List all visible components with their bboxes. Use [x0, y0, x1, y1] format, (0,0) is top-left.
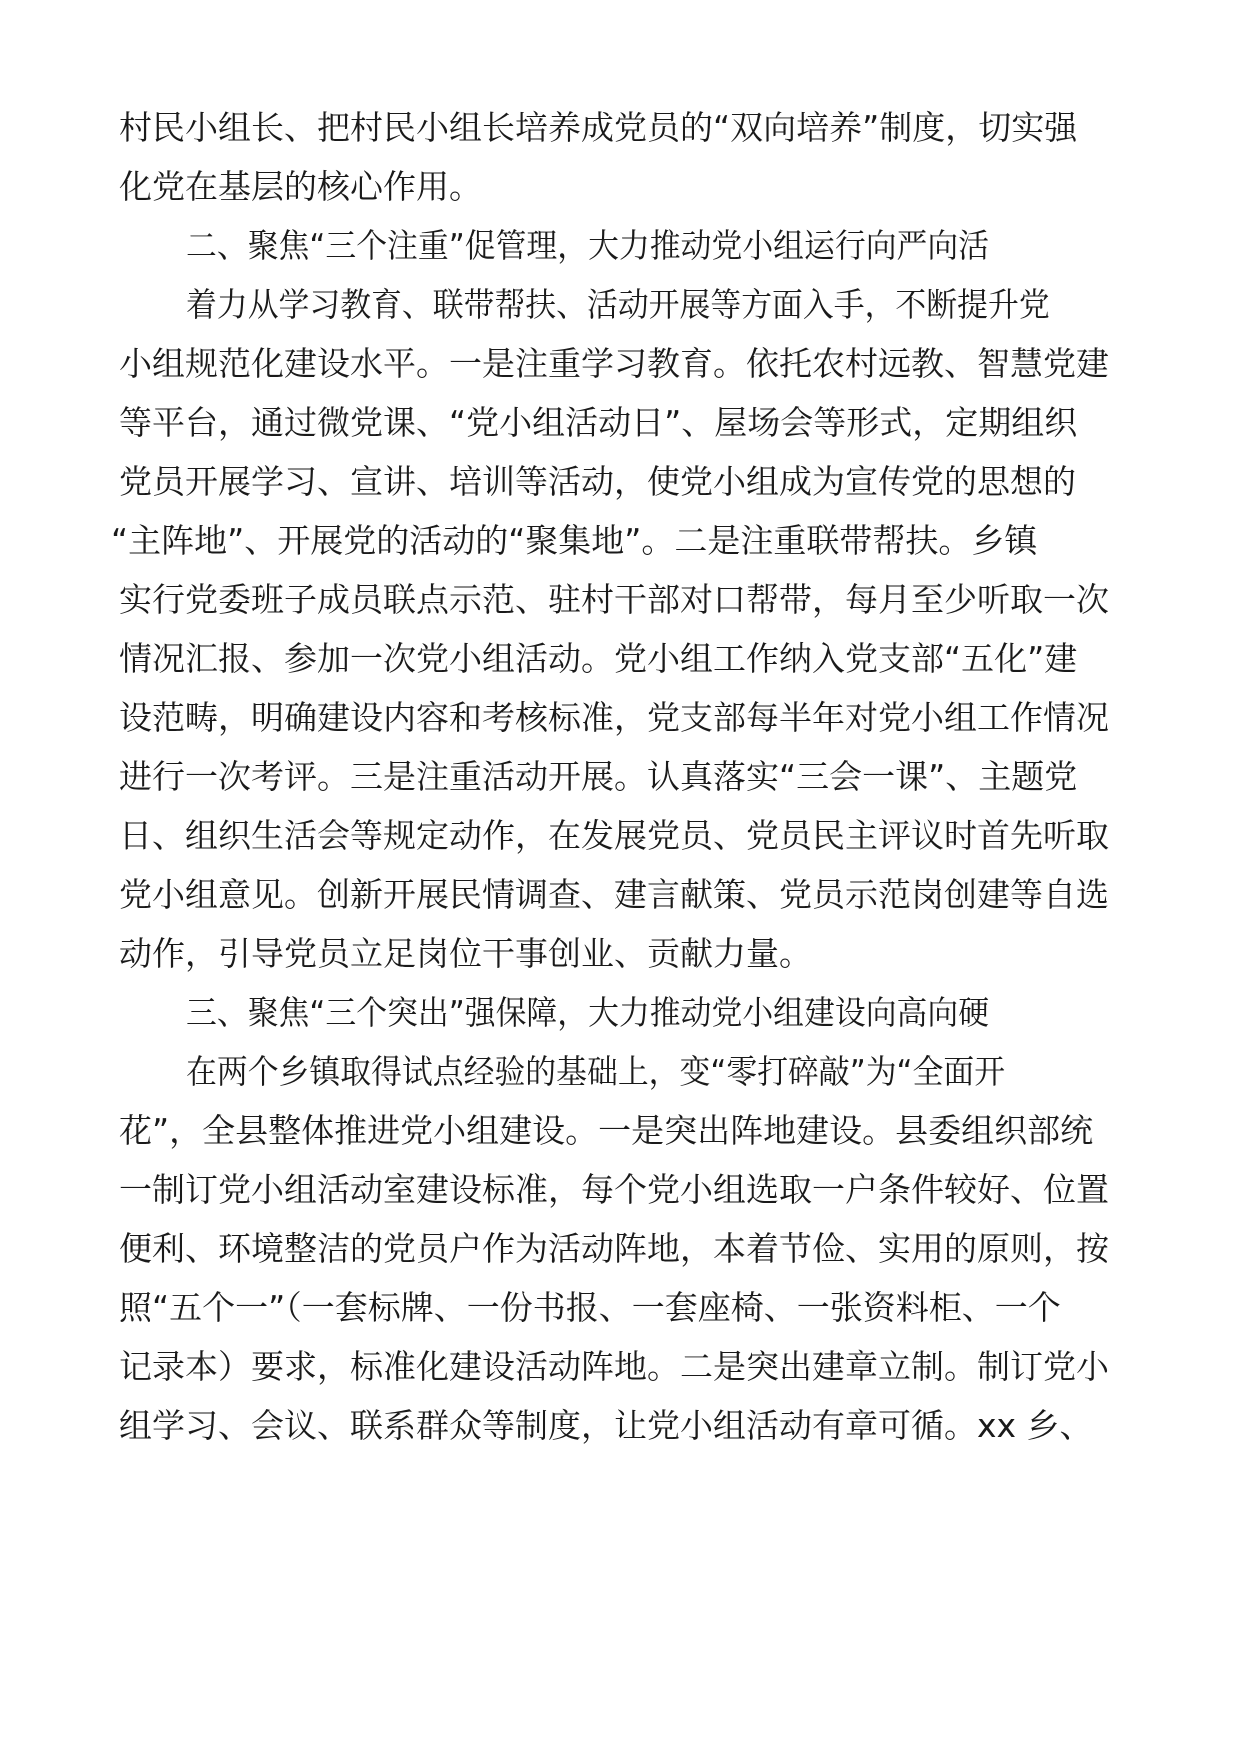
text-line: 组学习、会议、联系群众等制度，让党小组活动有章可循。xx 乡、	[119, 1406, 1093, 1445]
text-line: 村民小组长、把村民小组长培养成党员的“双向培养”制度，切实强	[119, 108, 1078, 147]
text-line: “主阵地”、开展党的活动的“聚集地”。二是注重联带帮扶。乡镇	[111, 521, 1038, 560]
text-line: 化党在基层的核心作用。	[119, 167, 482, 206]
text-line: 便利、环境整洁的党员户作为活动阵地，本着节俭、实用的原则，按	[119, 1229, 1109, 1268]
text-line: 实行党委班子成员联点示范、驻村干部对口帮带，每月至少听取一次	[119, 580, 1109, 619]
text-line: 花”，全县整体推进党小组建设。一是突出阵地建设。县委组织部统	[119, 1111, 1094, 1150]
text-line: 一制订党小组活动室建设标准，每个党小组选取一户条件较好、位置	[119, 1170, 1109, 1209]
text-line: 等平台，通过微党课、“党小组活动日”、屋场会等形式，定期组织	[119, 403, 1078, 442]
text-line: 党员开展学习、宣讲、培训等活动，使党小组成为宣传党的思想的	[119, 462, 1076, 501]
section-heading: 三、聚焦“三个突出”强保障，大力推动党小组建设向高向硬	[186, 993, 990, 1032]
text-line: 情况汇报、参加一次党小组活动。党小组工作纳入党支部“五化”建	[119, 639, 1078, 678]
section-heading: 二、聚焦“三个注重”促管理，大力推动党小组运行向严向活	[186, 226, 990, 265]
text-line: 照“五个一”（一套标牌、一份书报、一套座椅、一张资料柜、一个	[119, 1288, 1061, 1327]
text-line: 着力从学习教育、联带帮扶、活动开展等方面入手，不断提升党	[186, 285, 1050, 324]
text-line: 党小组意见。创新开展民情调查、建言献策、党员示范岗创建等自选	[119, 875, 1109, 914]
text-line: 日、组织生活会等规定动作，在发展党员、党员民主评议时首先听取	[119, 816, 1109, 855]
text-line: 在两个乡镇取得试点经验的基础上，变“零打碎敲”为“全面开	[186, 1052, 1006, 1091]
text-line: 动作，引导党员立足岗位干事创业、贡献力量。	[119, 934, 812, 973]
text-line: 记录本）要求，标准化建设活动阵地。二是突出建章立制。制订党小	[119, 1347, 1109, 1386]
text-line: 小组规范化建设水平。一是注重学习教育。依托农村远教、智慧党建	[119, 344, 1109, 383]
text-line: 设范畴，明确建设内容和考核标准，党支部每半年对党小组工作情况	[119, 698, 1109, 737]
text-line: 进行一次考评。三是注重活动开展。认真落实“三会一课”、主题党	[119, 757, 1078, 796]
